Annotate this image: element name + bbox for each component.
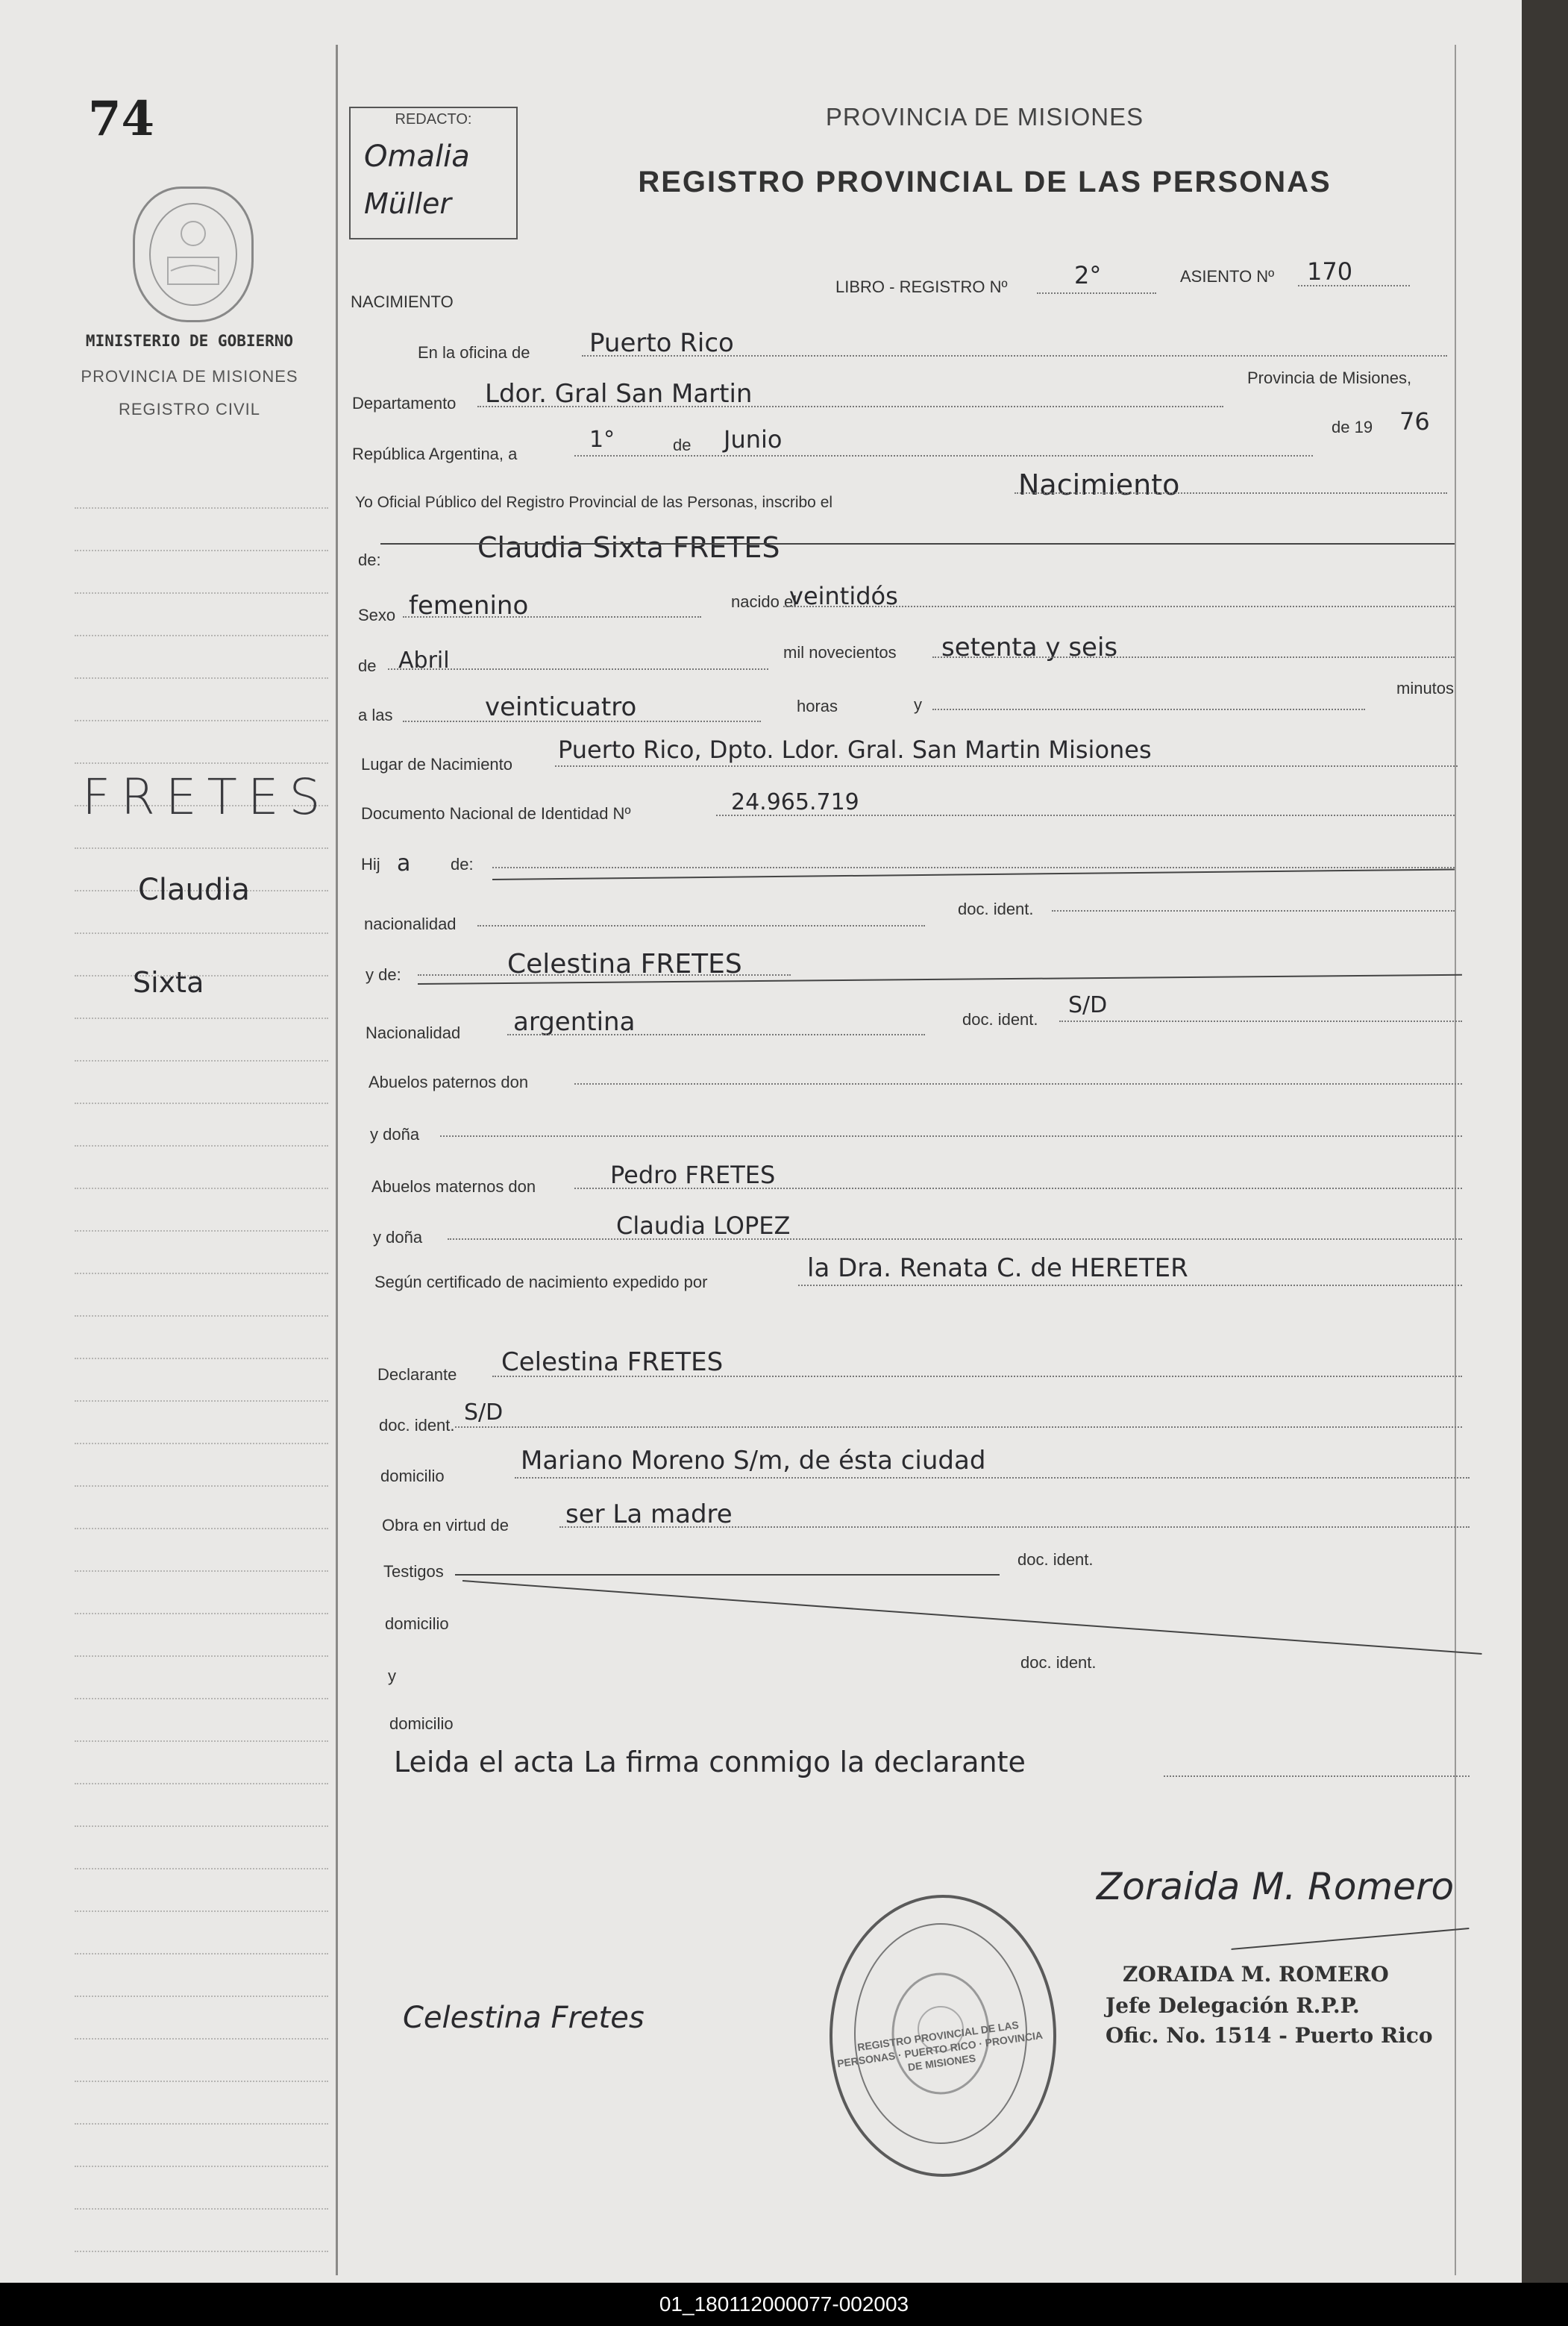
dotted-line [515,1477,1470,1479]
doc-declarante-label: doc. ident. [379,1416,455,1435]
mil-label: mil novecientos [783,643,897,662]
redacto-line2: Müller [364,187,451,220]
ministry-office: REGISTRO CIVIL [118,400,261,419]
redacto-label: REDACTO: [395,111,472,128]
dotted-line [574,1083,1462,1085]
declarant-signature: Celestina Fretes [403,2001,645,2035]
doc-t2-label: doc. ident. [1020,1653,1097,1672]
margin-row-line [75,1698,328,1699]
alas-label: a las [358,706,393,724]
margin-row-line [75,1443,328,1444]
solid-line [492,868,1455,880]
dotted-line [1015,492,1447,494]
de2-label: de [358,656,377,675]
nacido-label: nacido el [731,592,797,611]
dotted-line [798,1285,1462,1286]
dotted-line [932,709,1365,710]
leida-value: Leida el acta La firma conmigo la declarante [394,1746,1026,1778]
margin-surname: FRETES [82,768,331,826]
abuelos-maternos-label: Abuelos maternos don [371,1177,536,1196]
segun-label: Según certificado de nacimiento expedido por [374,1273,708,1291]
abuelos-paternos-label: Abuelos paternos don [369,1073,529,1091]
oficina-value: Puerto Rico [589,328,734,358]
horas-label: horas [797,697,838,715]
margin-row-line [75,1400,328,1402]
dotted-line [403,721,761,722]
asiento-value: 170 [1307,257,1353,286]
margin-row-line [75,1910,328,1912]
dotted-line [574,1188,1462,1189]
header-registry: REGISTRO PROVINCIAL DE LAS PERSONAS [638,166,1332,198]
libro-label: LIBRO - REGISTRO Nº [835,278,1008,296]
hij-label: Hij [361,855,380,874]
margin-row-line [75,1825,328,1827]
nacionalidad2-value: argentina [513,1007,636,1037]
dotted-line [477,925,925,927]
sexo-label: Sexo [358,606,396,624]
margin-row-line [75,1018,328,1019]
dotted-line [1059,1021,1462,1022]
year-value: 76 [1399,407,1430,436]
dni-value: 24.965.719 [731,789,859,815]
ydona-label: y doña [370,1125,420,1144]
departamento-label: Departamento [352,394,457,413]
margin-row-line [75,2166,328,2167]
dotted-line [555,765,1458,767]
mil-value: setenta y seis [941,633,1118,662]
image-id-footer: 01_180112000077-002003 [0,2283,1568,2326]
official-name: ZORAIDA M. ROMERO [1123,1962,1389,1987]
dom-t1-label: domicilio [385,1614,449,1633]
page-edge [1522,0,1568,2283]
margin-row-line [75,1103,328,1104]
margin-row-line [75,1868,328,1869]
dotted-line [1052,910,1455,912]
header-province: PROVINCIA DE MISIONES [825,103,1144,131]
official-signature: Zoraida M. Romero [1097,1865,1455,1908]
doc-ident-label: doc. ident. [958,900,1034,918]
dotted-line [783,606,1455,607]
domicilio-label: domicilio [380,1467,445,1485]
margin-row-line [75,1740,328,1742]
nacimiento-label: NACIMIENTO [351,292,454,311]
dotted-line [448,1238,1462,1240]
republica-label: República Argentina, a [352,445,518,463]
margin-row-line [75,1953,328,1954]
solid-line [462,1580,1482,1655]
oficina-label: En la oficina de [418,343,530,362]
margin-row-line [75,762,328,764]
dotted-line [1298,285,1410,286]
margin-row-line [75,2081,328,2082]
dotted-line [492,867,1455,868]
margin-row-line [75,1485,328,1487]
dotted-line [440,1135,1462,1137]
dotted-line [477,406,1223,407]
signature-line [1232,1928,1470,1950]
margin-row-line [75,2038,328,2040]
month2-value: Abril [398,648,450,674]
dotted-line [455,1426,1462,1428]
testigos-label: Testigos [383,1562,444,1581]
abuelo-materno-value: Pedro FRETES [610,1161,776,1189]
redacto-line1: Omalia [364,140,470,174]
month-value: Junio [724,425,783,454]
dotted-line [418,974,791,976]
folio-number: 74 [88,91,155,147]
libro-value: 2° [1074,261,1102,289]
margin-row-line [75,1655,328,1657]
margin-row-line [75,2251,328,2252]
official-role: Jefe Delegación R.P.P. [1106,1993,1360,2018]
solid-line [455,1574,1000,1576]
margin-row-line [75,2123,328,2125]
doc-ident2-value: S/D [1068,992,1108,1018]
person-value: Claudia Sixta FRETES [477,531,780,564]
ydona2-label: y doña [373,1228,423,1247]
margin-row-line [75,1613,328,1614]
margin-row-line [75,932,328,934]
abuela-materna-value: Claudia LOPEZ [616,1211,791,1240]
dotted-line [716,815,1455,816]
de-person-label: de: [358,551,381,569]
margin-row-line [75,1060,328,1062]
margin-row-line [75,677,328,679]
nacionalidad-label: nacionalidad [364,915,457,933]
obra-label: Obra en virtud de [382,1516,509,1535]
dotted-line [492,1376,1462,1377]
declarante-value: Celestina FRETES [501,1347,724,1377]
dni-label: Documento Nacional de Identidad Nº [361,804,631,823]
oficial-label: Yo Oficial Público del Registro Provincial de las Personas, inscribo el [355,494,833,511]
margin-row-line [75,1528,328,1529]
margin-second-name: Sixta [133,966,204,999]
lugar-value: Puerto Rico, Dpto. Ldor. Gral. San Martin Misiones [558,736,1152,764]
margin-row-line [75,1996,328,1997]
madre-value: Celestina FRETES [507,949,742,979]
margin-row-line [75,1358,328,1359]
dotted-line [559,1526,1470,1528]
margin-rule [336,45,338,2275]
ministry-seal-icon [133,186,254,322]
dotted-line [507,1034,925,1035]
dotted-line [574,455,1313,457]
hij-suffix: a [397,850,411,877]
margin-row-line [75,1273,328,1274]
departamento-value: Ldor. Gral San Martin [485,379,753,409]
dom-t2-label: domicilio [389,1714,454,1733]
declarante-label: Declarante [377,1365,457,1384]
hij-de-label: de: [451,855,474,874]
ministry-province: PROVINCIA DE MISIONES [81,367,298,386]
de-label: de [673,436,692,454]
dotted-line [1037,292,1156,294]
solid-line [380,543,1455,545]
minutos-label: minutos [1396,679,1455,698]
margin-row-line [75,550,328,551]
dotted-line [1164,1775,1470,1777]
doc-ident2-label: doc. ident. [962,1010,1038,1029]
segun-value: la Dra. Renata C. de HERETER [807,1253,1188,1283]
right-rule [1455,45,1456,2275]
y-t-label: y [388,1667,396,1685]
year-label: de 19 [1332,418,1373,436]
ministry-title: MINISTERIO DE GOBIERNO [85,332,294,350]
dotted-line [582,355,1447,357]
y-label: y [914,695,922,714]
dotted-line [932,656,1455,658]
margin-row-line [75,635,328,636]
lugar-label: Lugar de Nacimiento [361,755,513,774]
dotted-line [388,668,768,670]
obra-value: ser La madre [565,1499,733,1529]
margin-row-line [75,1570,328,1572]
official-office: Ofic. No. 1514 - Puerto Rico [1106,2023,1433,2048]
margin-row-line [75,720,328,721]
provincia-label: Provincia de Misiones, [1247,369,1412,387]
nacionalidad2-label: Nacionalidad [366,1023,461,1042]
margin-row-line [75,592,328,594]
sexo-value: femenino [409,591,529,621]
stamp-text: REGISTRO PROVINCIAL DE LAS PERSONAS · PUERTO RICO · PROVINCIA DE MISIONES [836,2019,1044,2074]
inscribo-value: Nacimiento [1018,468,1180,501]
domicilio-value: Mariano Moreno S/m, de ésta ciudad [521,1446,986,1476]
dotted-line [403,616,701,618]
nacido-value: veintidós [789,582,898,610]
yde-label: y de: [366,965,401,984]
margin-row-line [75,1145,328,1147]
margin-row-line [75,2208,328,2210]
margin-row-line [75,1230,328,1232]
margin-row-line [75,1188,328,1189]
margin-row-line [75,507,328,509]
alas-value: veinticuatro [485,692,637,722]
asiento-label: ASIENTO Nº [1180,267,1275,286]
doc-t1-label: doc. ident. [1017,1550,1094,1569]
margin-row-line [75,847,328,849]
margin-row-line [75,1315,328,1317]
margin-row-line [75,1783,328,1784]
doc-declarante-value: S/D [464,1399,504,1426]
margin-first-name: Claudia [138,873,250,907]
day-value: 1° [589,427,615,453]
redacto-box [349,107,518,239]
